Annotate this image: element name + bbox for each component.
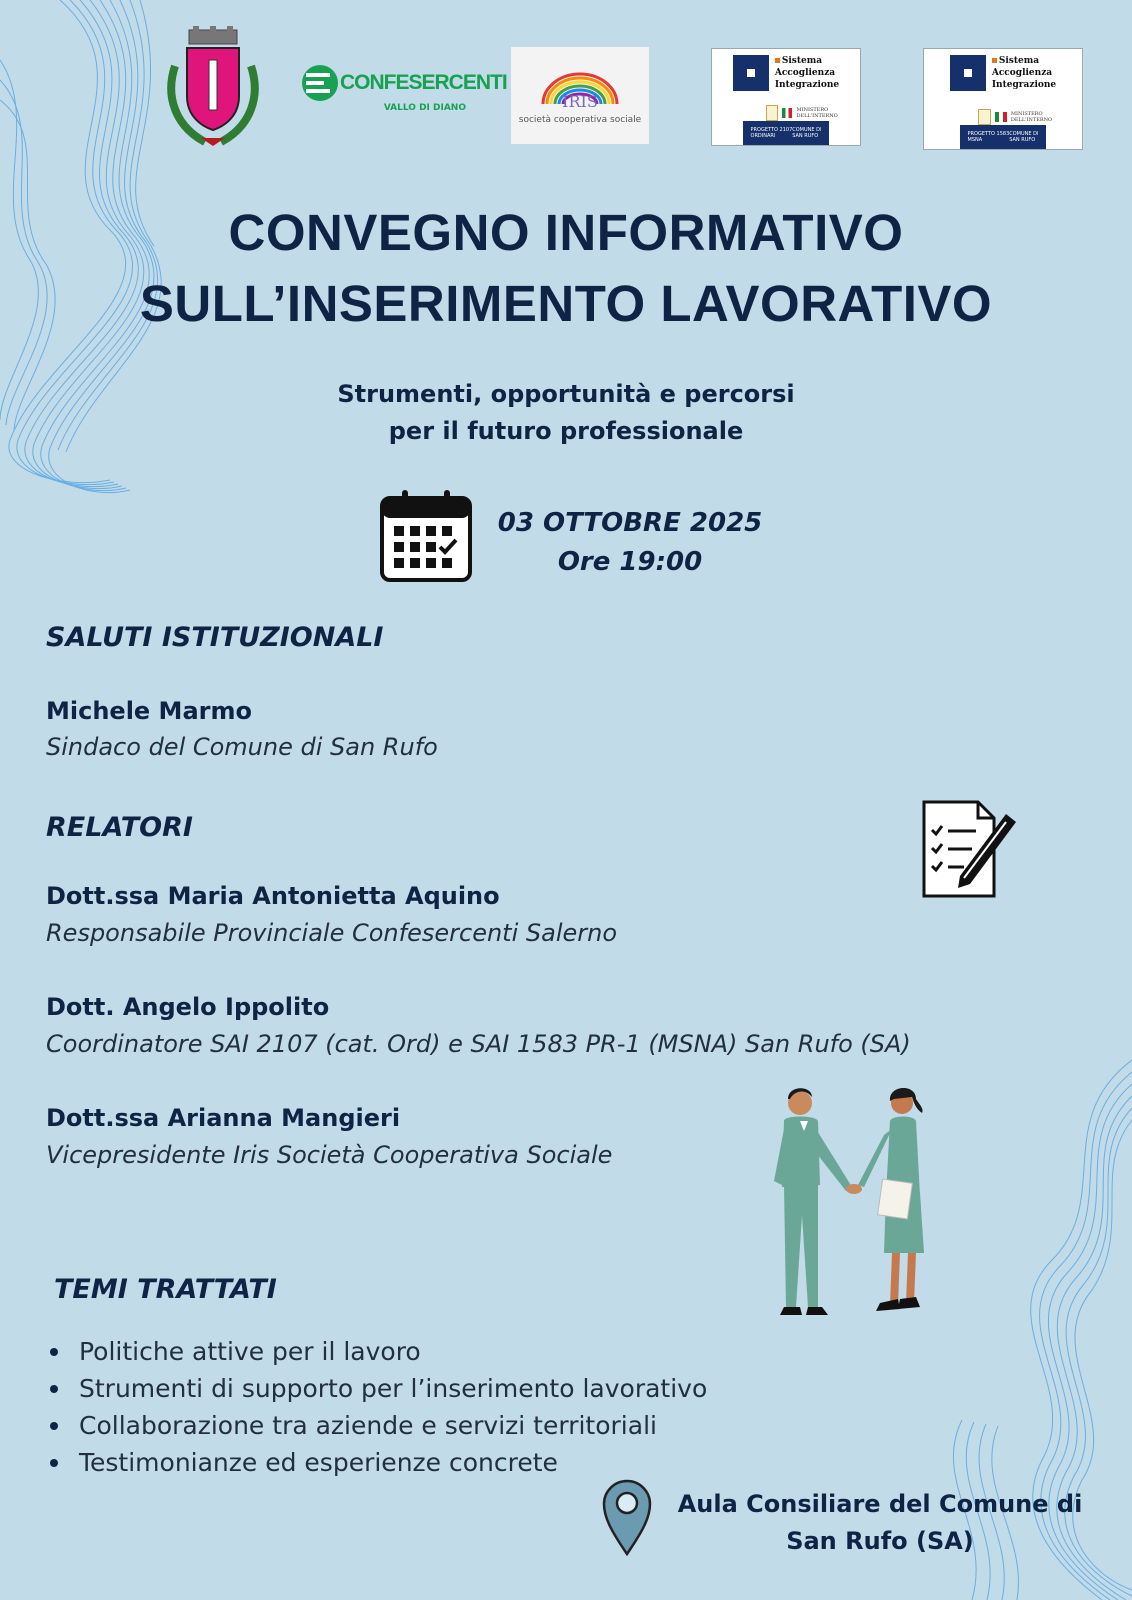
confesercenti-logo <box>300 40 507 136</box>
calendar-icon <box>380 490 472 582</box>
iris-name: IRIS <box>562 92 598 111</box>
topic-item: Politiche attive per il lavoro <box>48 1333 707 1370</box>
sai-project-label: PROGETTO 1583 <box>967 131 1010 137</box>
greetings-speaker-role: Sindaco del Comune di San Rufo <box>46 733 438 761</box>
sai-line1: Sistema <box>998 56 1040 66</box>
topic-item: Testimonianze ed esperienze concrete <box>48 1444 707 1481</box>
venue-address <box>660 1486 1100 1560</box>
speaker-name-1: Dott.ssa Maria Antonietta Aquino <box>46 882 500 910</box>
subtitle-line-1: Strumenti, opportunità e percorsi <box>337 380 795 408</box>
speaker-role-2: Coordinatore SAI 2107 (cat. Ord) e SAI 1583 PR-1 (MSNA) San Rufo (SA) <box>46 1030 911 1058</box>
sai-line2: Accoglienza <box>774 68 836 78</box>
venue-line-1: Aula Consiliare del Comune di <box>677 1490 1083 1518</box>
sai-logo-ordinari <box>711 48 861 146</box>
checklist-pen-icon <box>922 800 1018 898</box>
speaker-role-1: Responsabile Provinciale Confesercenti Salerno <box>46 919 618 947</box>
topics-list <box>48 1333 707 1481</box>
sai-comune-label: COMUNE DI <box>792 127 822 133</box>
sai-square-icon <box>733 55 769 91</box>
sai-line3: Integrazione <box>991 80 1057 90</box>
title-line-2: SULL’INSERIMENTO LAVORATIVO <box>139 275 993 332</box>
italy-flag-icon <box>782 108 792 118</box>
sai-project-label: PROGETTO 2107 <box>750 127 793 133</box>
iris-cooperative-logo <box>511 47 649 144</box>
handshake-illustration <box>770 1085 950 1335</box>
san-rufo-coat-of-arms-logo <box>165 26 261 150</box>
sai-comune: SAN RUFO <box>1009 137 1036 143</box>
greetings-heading: SALUTI ISTITUZIONALI <box>46 622 384 653</box>
speaker-role-3: Vicepresidente Iris Società Cooperativa Sociale <box>46 1141 613 1169</box>
confesercenti-name: CONFESERCENTI <box>340 71 507 94</box>
venue-line-2: San Rufo (SA) <box>786 1527 974 1555</box>
sai-comune: SAN RUFO <box>792 133 819 139</box>
speaker-name-2: Dott. Angelo Ippolito <box>46 993 330 1021</box>
topic-item: Strumenti di supporto per l’inserimento lavorativo <box>48 1370 707 1407</box>
iris-subtitle: società cooperativa sociale <box>518 115 642 125</box>
sai-comune-label: COMUNE DI <box>1009 131 1039 137</box>
sai-category: MSNA <box>967 137 983 143</box>
emblem-icon <box>978 109 991 125</box>
ministry-label: MINISTERO DELL'INTERNO <box>1010 111 1053 123</box>
sai-category: ORDINARI <box>750 133 776 139</box>
sai-line1: Sistema <box>781 56 823 66</box>
confesercenti-subtitle: VALLO DI DIANO <box>383 103 466 113</box>
sai-logo-msna <box>923 48 1083 150</box>
event-date: 03 OTTOBRE 2025 <box>497 508 763 538</box>
title-line-1: CONVEGNO INFORMATIVO <box>228 204 904 261</box>
emblem-icon <box>766 105 778 121</box>
location-pin-icon <box>602 1478 652 1556</box>
speakers-heading: RELATORI <box>46 812 193 843</box>
speaker-name-3: Dott.ssa Arianna Mangieri <box>46 1104 401 1132</box>
greetings-speaker-name: Michele Marmo <box>46 697 252 725</box>
subtitle-line-2: per il futuro professionale <box>388 417 744 445</box>
sai-square-icon <box>950 55 986 91</box>
topic-item: Collaborazione tra aziende e servizi territoriali <box>48 1407 707 1444</box>
sai-line3: Integrazione <box>774 80 840 90</box>
ministry-label: MINISTERO DELL'INTERNO <box>796 107 838 119</box>
topics-heading: TEMI TRATTATI <box>54 1274 277 1305</box>
italy-flag-icon <box>995 112 1006 122</box>
sai-line2: Accoglienza <box>991 68 1053 78</box>
event-time: Ore 19:00 <box>557 547 703 577</box>
confesercenti-emblem-icon <box>300 63 340 103</box>
